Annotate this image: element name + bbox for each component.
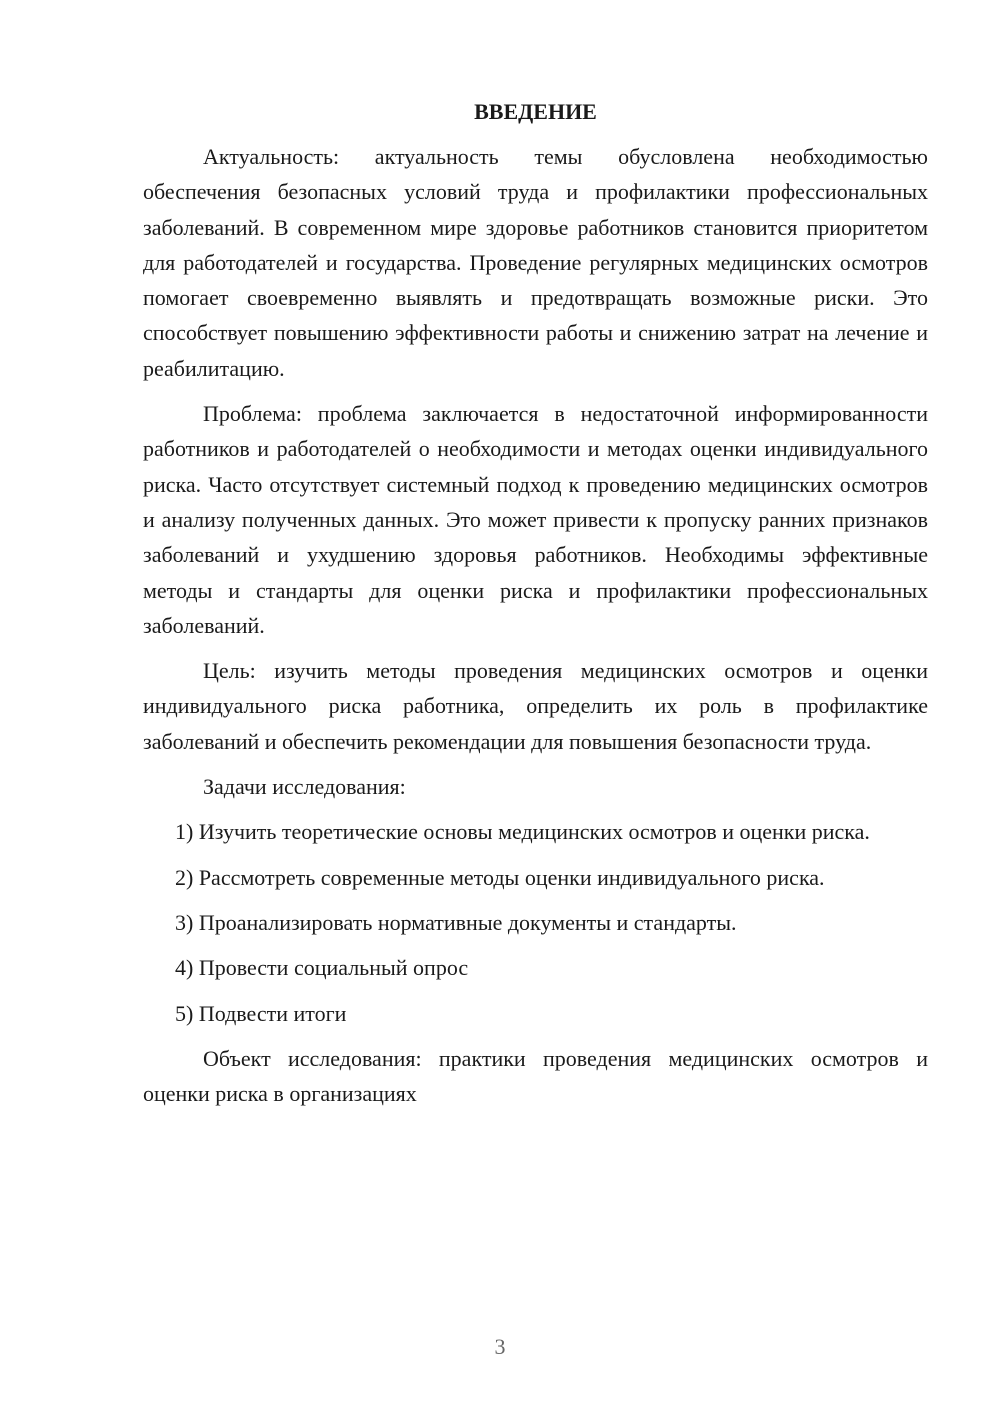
task-item-3: 3) Проанализировать нормативные документы и стандарты. <box>175 909 737 935</box>
paragraph-goal: Цель: изучить методы проведения медицинских осмотров и оценки индивидуального риска работника, определить их роль в профилактике заболеваний и обеспечить рекомендации для повышения безопасности труда. <box>143 658 928 754</box>
paragraph-object: Объект исследования: практики проведения медицинских осмотров и оценки риска в организациях <box>143 1045 928 1107</box>
paragraph-problem: Проблема: проблема заключается в недостаточной информированности работников и работодателей о необходимости и методах оценки индивидуального риска. Часто отсутствует системный подход к проведению медицинских осмотров и анализу полученных данных. Это может привести к пропуску ранних признаков заболеваний и ухудшению здоровья работников. Необходимы эффективные методы и стандарты для оценки риска и профилактики профессиональных заболеваний. <box>143 401 928 638</box>
task-item-4: 4) Провести социальный опрос <box>175 955 469 981</box>
task-item-1: 1) Изучить теоретические основы медицинских осмотров и оценки риска. <box>175 819 870 845</box>
page-content <box>143 94 928 1121</box>
task-item-5: 5) Подвести итоги <box>175 1000 347 1026</box>
task-item-2: 2) Рассмотреть современные методы оценки индивидуального риска. <box>175 864 825 890</box>
section-title: ВВЕДЕНИЕ <box>474 99 597 124</box>
paragraph-relevance: Актуальность: актуальность темы обусловлена необходимостью обеспечения безопасных условий труда и профилактики профессиональных заболеваний. В современном мире здоровье работников становится приоритетом для работодателей и государства. Проведение регулярных медицинских осмотров помогает своевременно выявлять и предотвращать возможные риски. Это способствует повышению эффективности работы и снижению затрат на лечение и реабилитацию. <box>143 144 928 381</box>
tasks-heading: Задачи исследования: <box>203 774 406 800</box>
page-number: 3 <box>494 1334 506 1359</box>
